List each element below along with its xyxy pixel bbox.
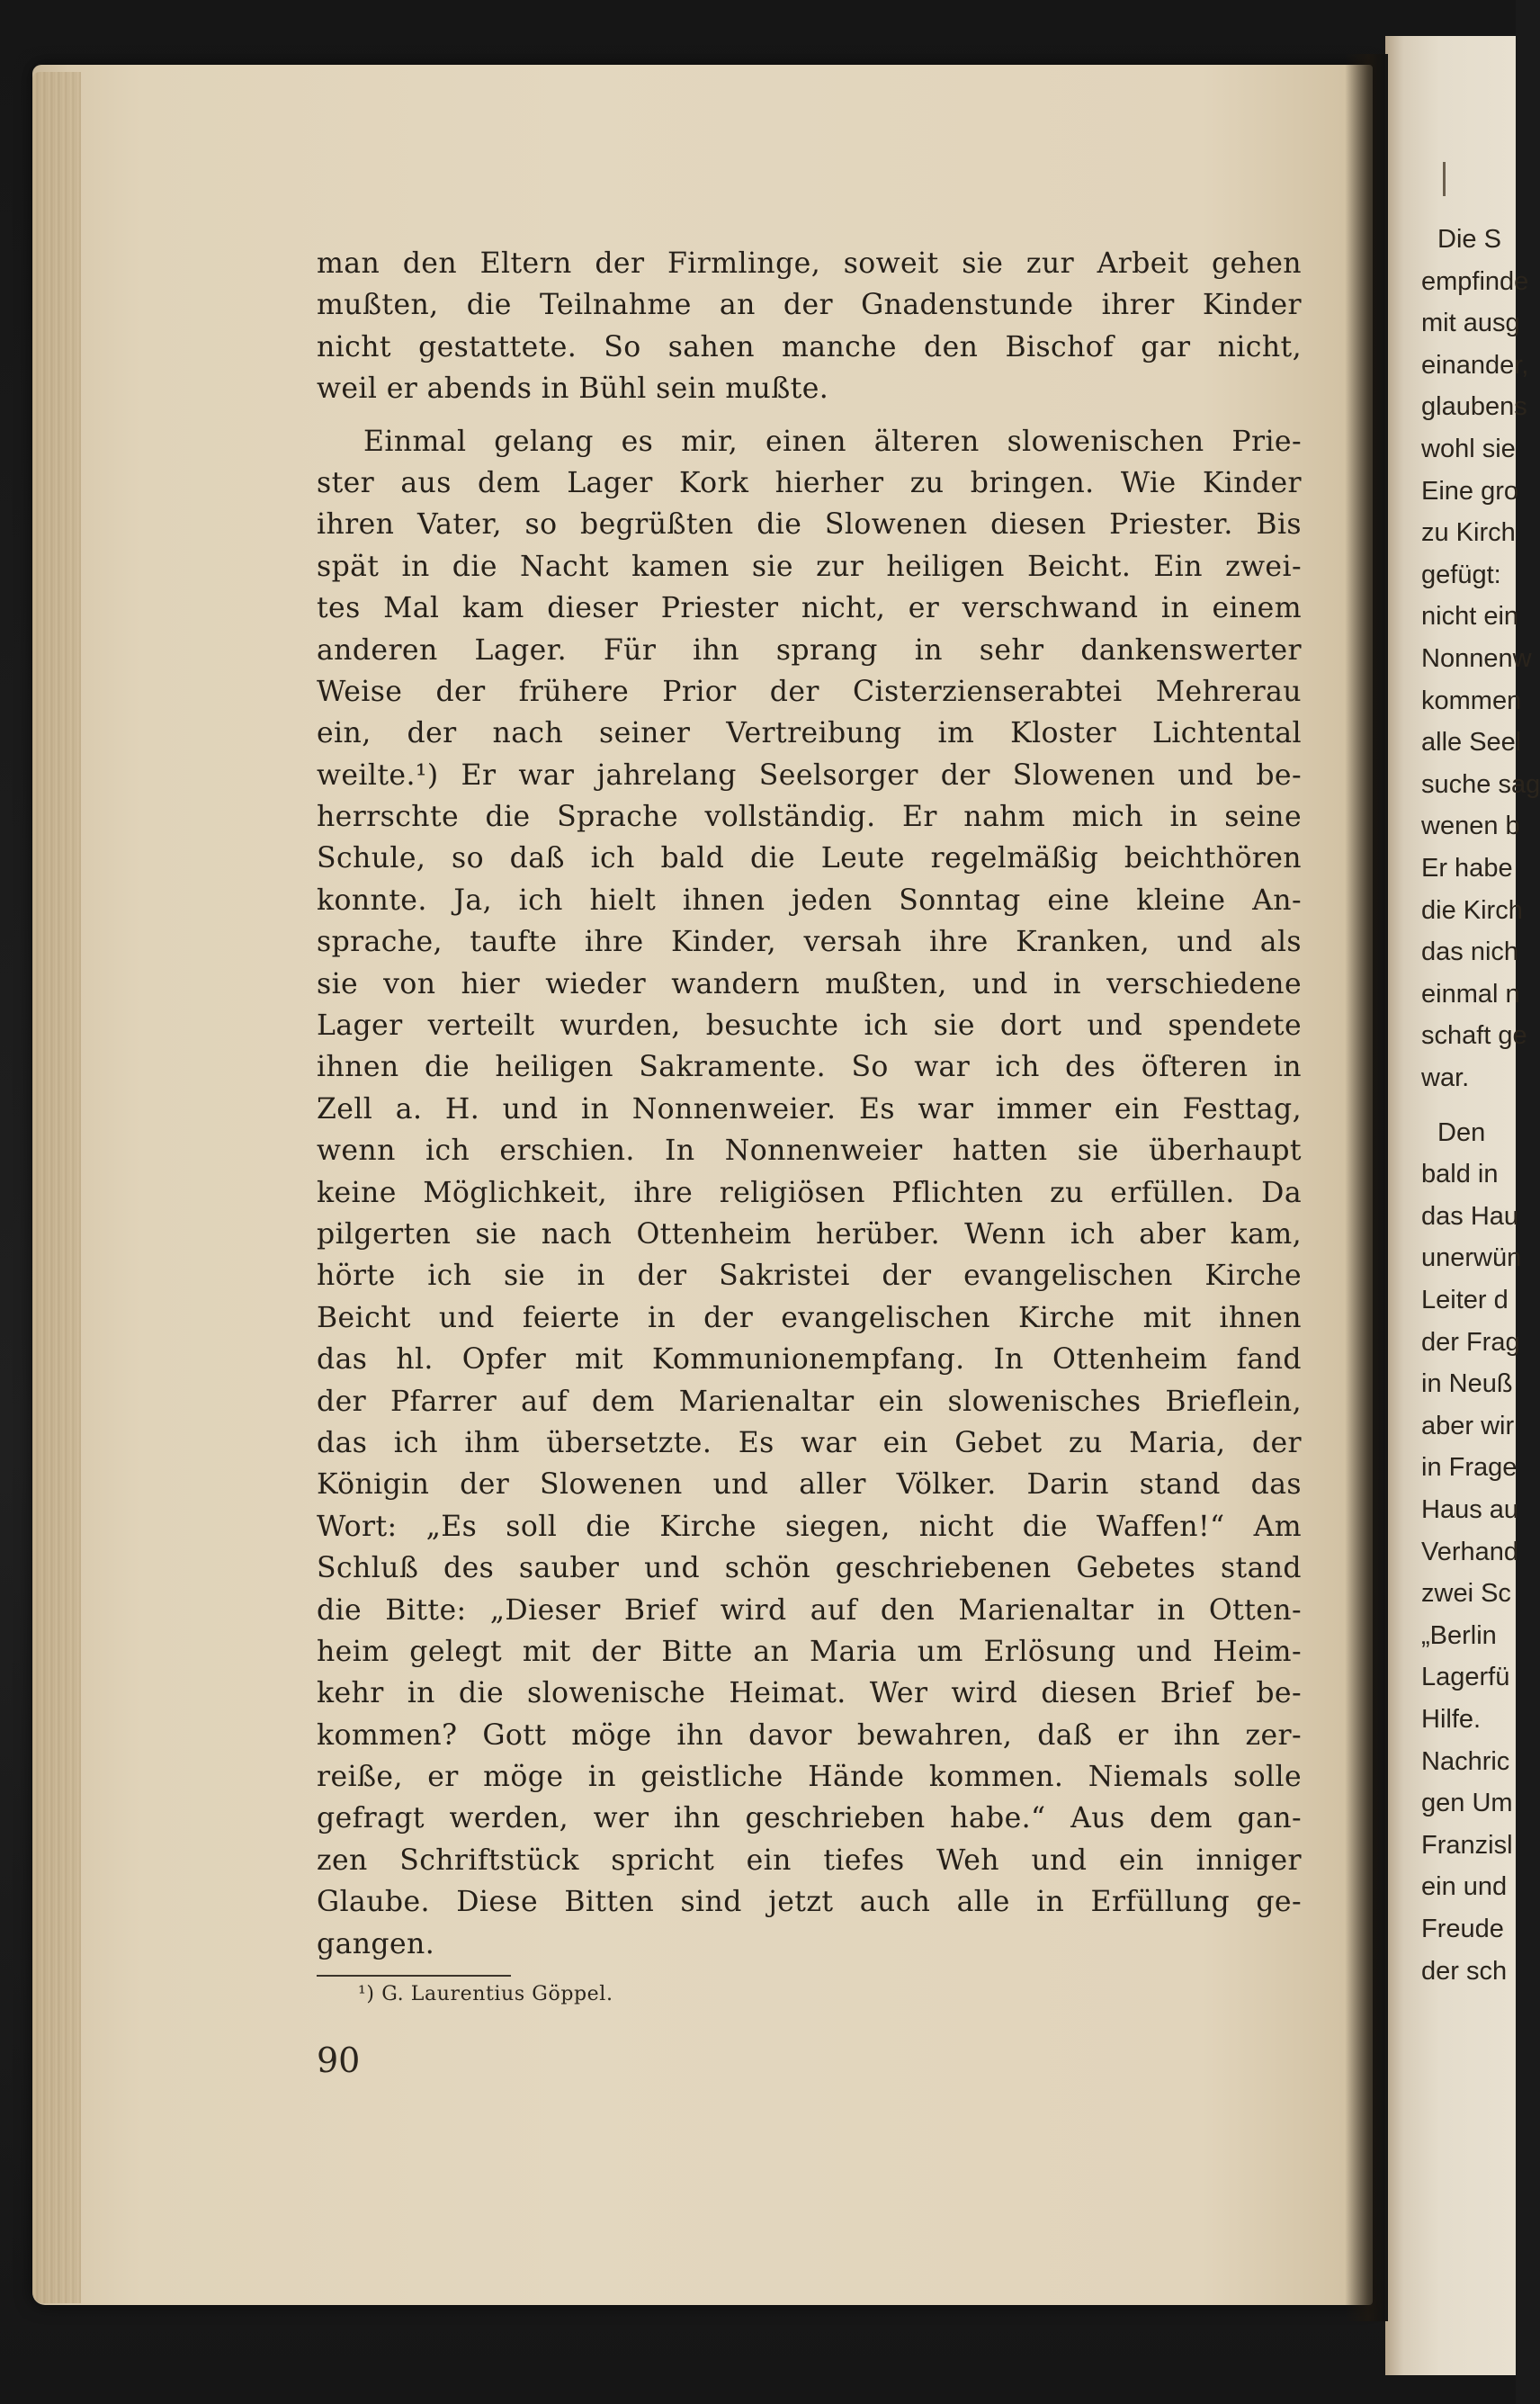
right-page-line: suche sag xyxy=(1421,769,1540,799)
right-page-line: Eine gro xyxy=(1421,476,1519,506)
right-page-mark xyxy=(1443,162,1446,196)
text-line: wenn ich erschien. In Nonnenweier hatten sie überhaupt xyxy=(317,1135,1302,1168)
text-line: mußten, die Teilnahme an der Gnadenstunde ihrer Kinder xyxy=(317,289,1302,322)
left-page-edge xyxy=(32,72,81,2303)
text-line: spät in die Nacht kamen sie zur heiligen Beicht. Ein zwei- xyxy=(317,550,1302,583)
right-page-line: wenen b xyxy=(1421,812,1520,841)
text-line: ihnen die heiligen Sakramente. So war ich des öfteren in xyxy=(317,1051,1302,1084)
right-page-line: Franzisl xyxy=(1421,1830,1513,1860)
right-page-line: der sch xyxy=(1421,1956,1508,1986)
right-page-line: nicht ein xyxy=(1421,602,1519,632)
text-line: weilte.¹) Er war jahrelang Seelsorger der Slowenen und be- xyxy=(317,758,1302,792)
right-page-line: Er habe xyxy=(1421,854,1513,883)
right-page-line: gen Um xyxy=(1421,1789,1513,1818)
text-line: Weise der frühere Prior der Cisterzienserabtei Mehrerau xyxy=(317,675,1302,708)
text-line: nicht gestattete. So sahen manche den Bischof gar nicht, xyxy=(317,330,1302,363)
right-page-line: zu Kirch xyxy=(1421,518,1516,548)
text-line: ein, der nach seiner Vertreibung im Kloster Lichtental xyxy=(317,717,1302,750)
text-line: tes Mal kam dieser Priester nicht, er verschwand in einem xyxy=(317,592,1302,625)
text-line: der Pfarrer auf dem Marienaltar ein slowenisches Brieflein, xyxy=(317,1385,1302,1418)
right-page-line: Haus au xyxy=(1421,1495,1519,1524)
body-text xyxy=(317,243,1302,1965)
right-page-line: zwei Sc xyxy=(1421,1579,1511,1609)
text-line: anderen Lager. Für ihn sprang in sehr dankenswerter xyxy=(317,633,1302,667)
text-line: heim gelegt mit der Bitte an Maria um Erlösung und Heim- xyxy=(317,1635,1302,1668)
text-line: kommen? Gott möge ihn davor bewahren, daß er ihn zer- xyxy=(317,1718,1302,1752)
right-page-line: Freude xyxy=(1421,1915,1504,1943)
text-line: Lager verteilt wurden, besuchte ich sie dort und spendete xyxy=(317,1009,1302,1043)
right-page-line: aber wir xyxy=(1421,1411,1515,1440)
right-page-line: ein und xyxy=(1421,1872,1508,1902)
right-page-line: Verhand xyxy=(1421,1537,1519,1566)
right-page-line: alle Seel xyxy=(1421,728,1522,758)
text-line: keine Möglichkeit, ihre religiösen Pflichten zu erfüllen. Da xyxy=(317,1176,1302,1209)
right-page-line: Nonnenw xyxy=(1421,644,1532,673)
page-number: 90 xyxy=(317,2041,361,2080)
paragraph-gap xyxy=(317,410,1302,421)
text-line: zen Schriftstück spricht ein tiefes Weh und ein inniger xyxy=(317,1843,1302,1877)
text-line: gefragt werden, wer ihn geschrieben habe.“ Aus dem gan- xyxy=(317,1802,1302,1835)
text-line: weil er abends in Bühl sein mußte. xyxy=(317,372,829,406)
right-page-line: Hilfe. xyxy=(1421,1705,1482,1734)
right-page-line: empfinde xyxy=(1421,266,1529,296)
text-line: Zell a. H. und in Nonnenweier. Es war immer ein Festtag, xyxy=(317,1092,1302,1126)
right-page-line: Den xyxy=(1437,1117,1486,1147)
right-page-line: das nich xyxy=(1421,937,1519,967)
footnote-rule xyxy=(317,1975,511,1977)
right-page-line: das Hau xyxy=(1421,1201,1519,1231)
text-line: Schule, so daß ich bald die Leute regelmäßig beichthören xyxy=(317,842,1302,875)
text-line: das hl. Opfer mit Kommunionempfang. In Ottenheim fand xyxy=(317,1343,1302,1377)
text-line: kehr in die slowenische Heimat. Wer wird diesen Brief be- xyxy=(317,1677,1302,1710)
text-line: reiße, er möge in geistliche Hände kommen. Niemals solle xyxy=(317,1761,1302,1794)
text-line: Wort: „Es soll die Kirche siegen, nicht die Waffen!“ Am xyxy=(317,1510,1302,1543)
text-line: gangen. xyxy=(317,1927,435,1960)
right-page-line: gefügt: xyxy=(1421,560,1501,589)
text-line: man den Eltern der Firmlinge, soweit sie zur Arbeit gehen xyxy=(317,247,1302,280)
right-page-line: einmal n xyxy=(1421,979,1520,1009)
right-page-line: Leiter d xyxy=(1421,1286,1509,1314)
text-line: Einmal gelang es mir, einen älteren slowenischen Prie- xyxy=(363,425,1302,458)
text-line: das ich ihm übersetzte. Es war ein Gebet zu Maria, der xyxy=(317,1426,1302,1459)
right-page-line: unerwün xyxy=(1421,1243,1522,1273)
right-page-line: schaft ge xyxy=(1421,1021,1527,1051)
right-page-line: war. xyxy=(1421,1063,1470,1092)
text-line: pilgerten sie nach Ottenheim herüber. Wenn ich aber kam, xyxy=(317,1217,1302,1251)
text-line: sprache, taufte ihre Kinder, versah ihre Kranken, und als xyxy=(317,926,1302,959)
right-page-line: die Kirch xyxy=(1421,895,1523,925)
right-page-line: glaubens xyxy=(1421,392,1527,422)
book-gutter xyxy=(1345,54,1388,2321)
right-page-line: einander, xyxy=(1421,350,1529,380)
text-line: hörte ich sie in der Sakristei der evangelischen Kirche xyxy=(317,1260,1302,1293)
right-page-line: in Neuß xyxy=(1421,1369,1513,1399)
text-line: ster aus dem Lager Kork hierher zu bringen. Wie Kinder xyxy=(317,466,1302,499)
footnote: ¹) G. Laurentius Göppel. xyxy=(358,1983,613,2005)
text-line: Glaube. Diese Bitten sind jetzt auch alle in Erfüllung ge- xyxy=(317,1886,1302,1919)
right-page-line: mit ausg xyxy=(1421,309,1520,338)
text-line: Beicht und feierte in der evangelischen Kirche mit ihnen xyxy=(317,1301,1302,1334)
text-line: Schluß des sauber und schön geschriebenen Gebetes stand xyxy=(317,1552,1302,1585)
text-line: die Bitte: „Dieser Brief wird auf den Marienaltar in Otten- xyxy=(317,1593,1302,1627)
right-page-line: Die S xyxy=(1437,225,1501,254)
right-page-line: „Berlin xyxy=(1421,1620,1497,1650)
text-line: Königin der Slowenen und aller Völker. Darin stand das xyxy=(317,1468,1302,1502)
text-line: herrschte die Sprache vollständig. Er nahm mich in seine xyxy=(317,801,1302,834)
right-page-line: kommen xyxy=(1421,686,1522,715)
text-line: konnte. Ja, ich hielt ihnen jeden Sonntag eine kleine An- xyxy=(317,884,1302,917)
text-line: sie von hier wieder wandern mußten, und in verschiedene xyxy=(317,967,1302,1000)
right-page-line: in Frage xyxy=(1421,1453,1518,1483)
right-page-line: der Frag xyxy=(1421,1327,1520,1357)
right-page-line: bald in xyxy=(1421,1160,1499,1189)
right-page-line: Nachric xyxy=(1421,1746,1510,1776)
text-line: ihren Vater, so begrüßten die Slowenen diesen Priester. Bis xyxy=(317,508,1302,542)
right-page-line: Lagerfü xyxy=(1421,1663,1510,1692)
right-page-line: wohl sie xyxy=(1421,435,1516,463)
